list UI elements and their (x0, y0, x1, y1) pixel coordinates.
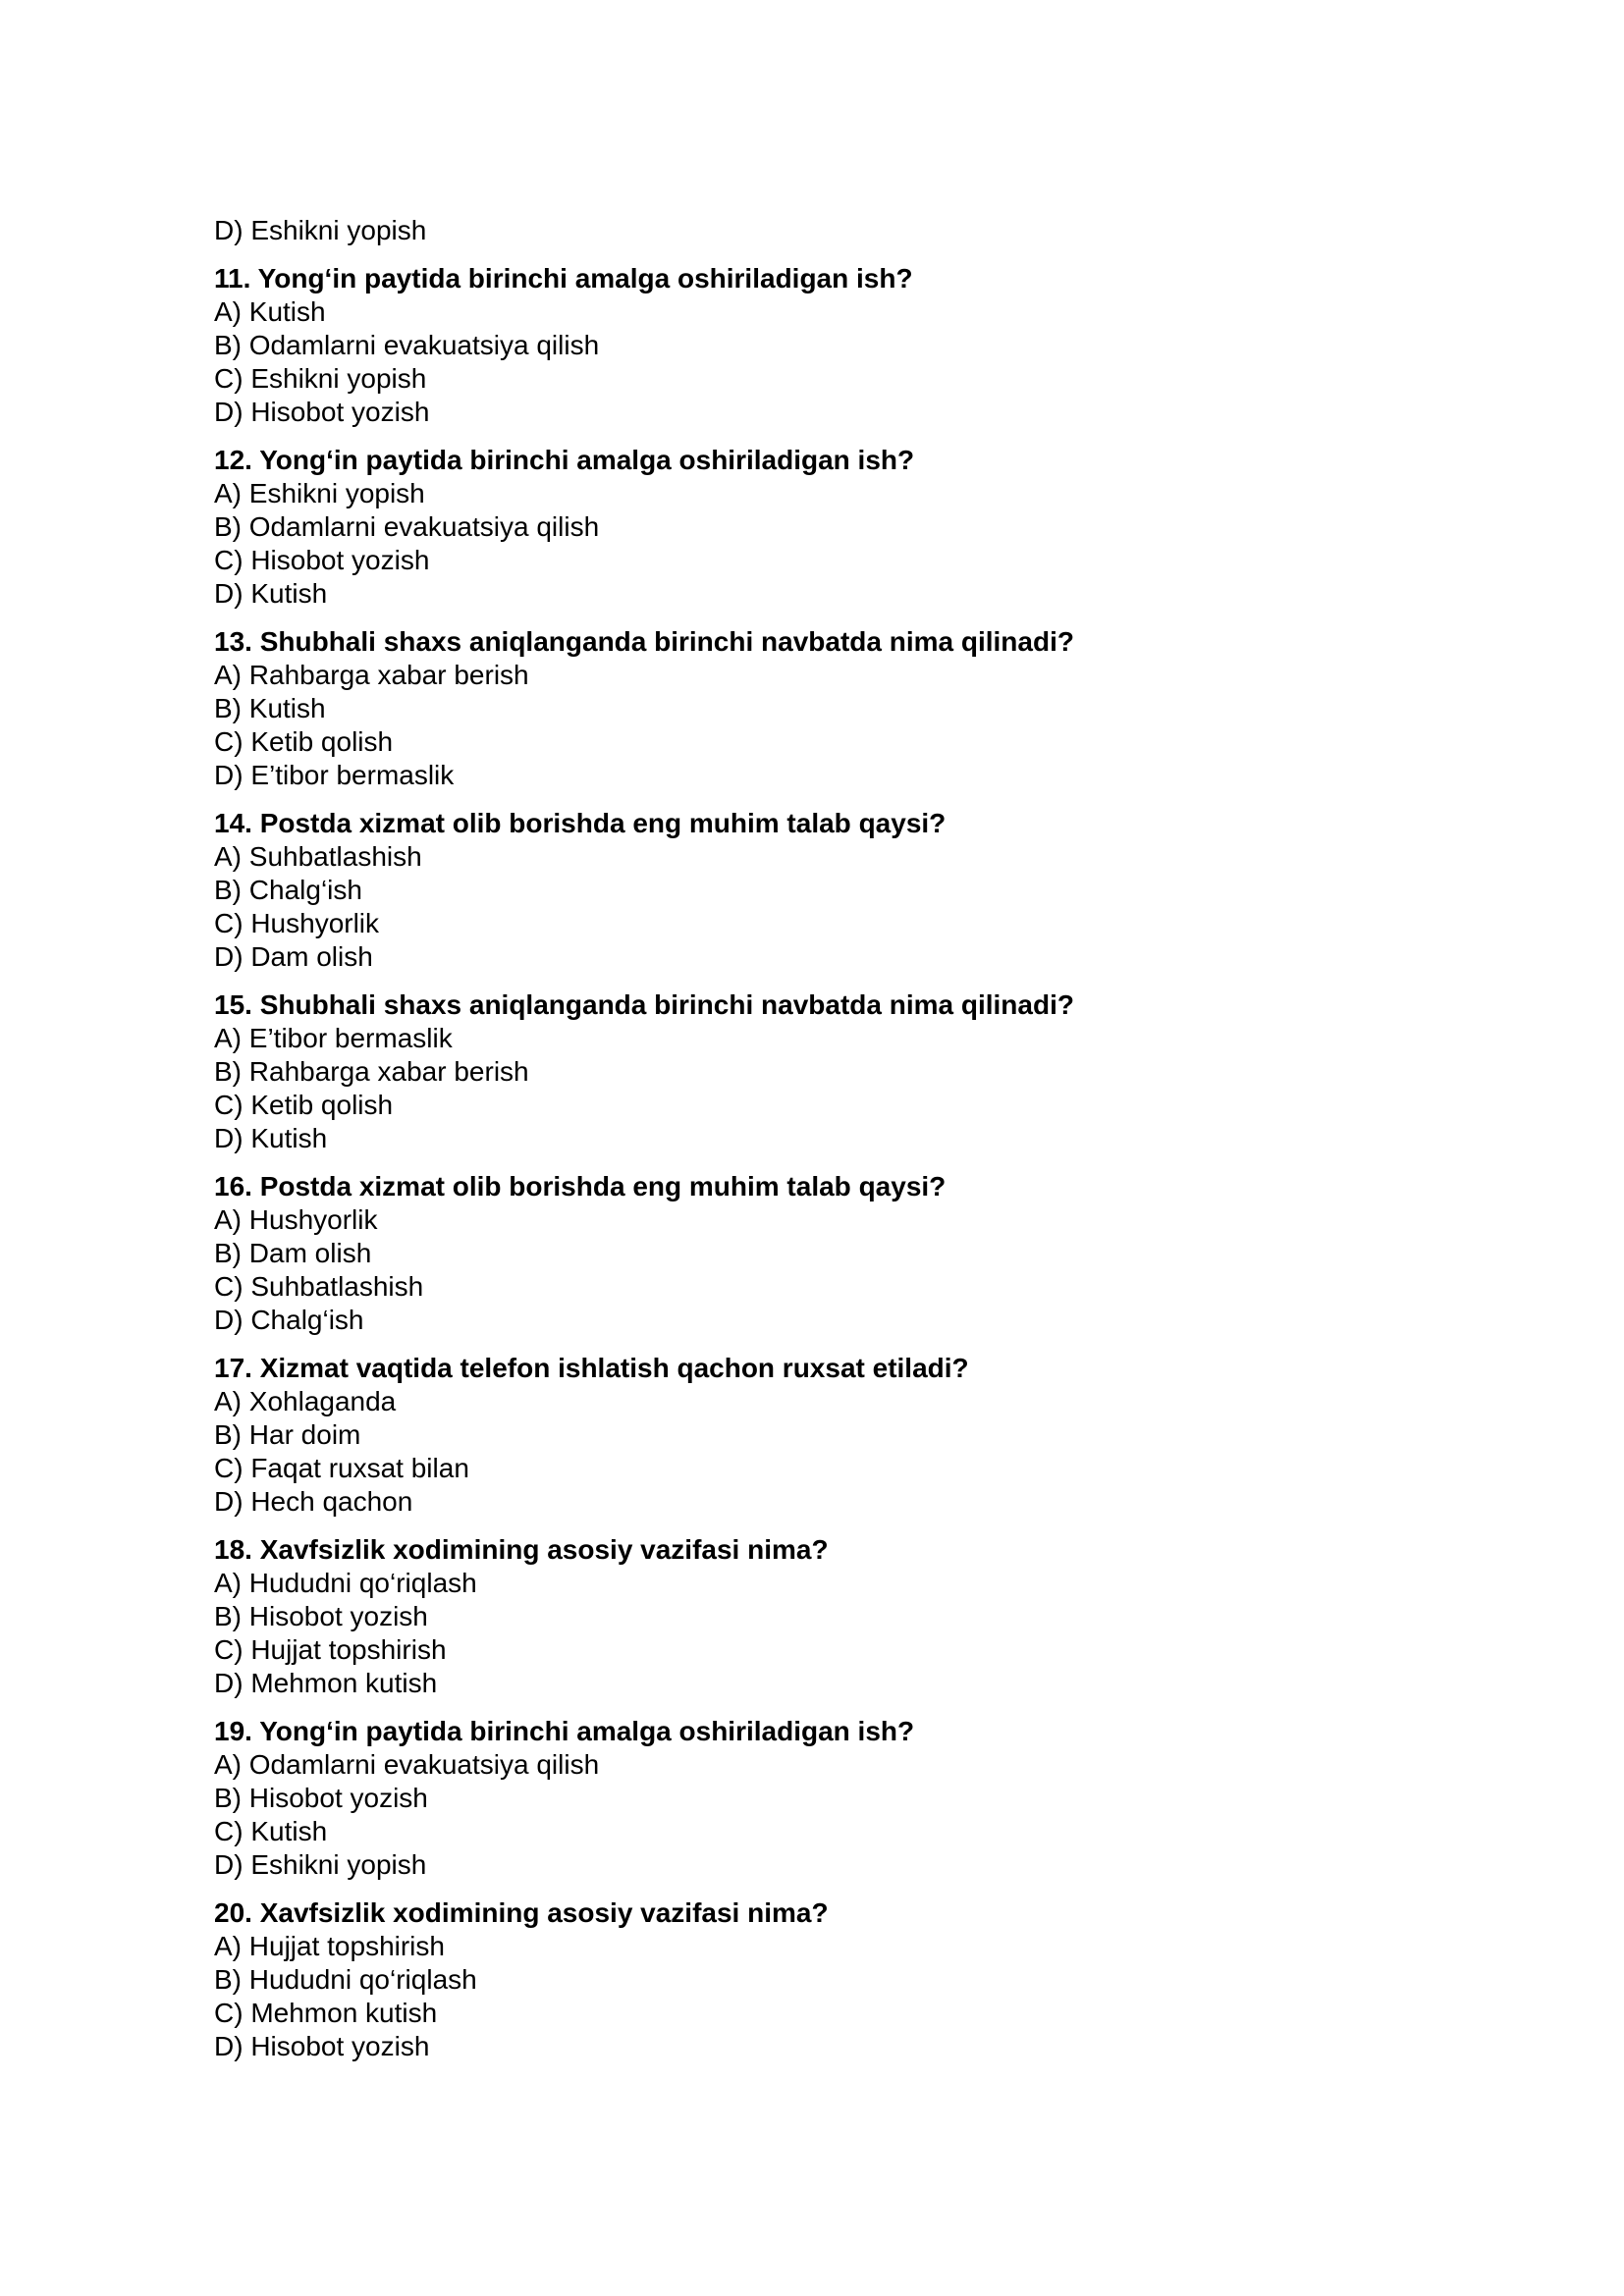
answer-option: C) Ketib qolish (214, 726, 394, 757)
answer-option: D) Mehmon kutish (214, 1668, 438, 1698)
document-page (214, 214, 1412, 2063)
question-title: 18. Xavfsizlik xodimining asosiy vazifasi nima? (214, 1534, 829, 1565)
answer-option: C) Faqat ruxsat bilan (214, 1453, 469, 1483)
question-block (214, 1715, 1412, 1882)
question-title: 20. Xavfsizlik xodimining asosiy vazifasi nima? (214, 1897, 829, 1928)
answer-option: D) Hisobot yozish (214, 397, 430, 427)
answer-option: B) Kutish (214, 693, 326, 723)
question-title: 15. Shubhali shaxs aniqlanganda birinchi navbatda nima qilinadi? (214, 989, 1074, 1020)
answer-option: C) Eshikni yopish (214, 363, 427, 394)
answer-option: A) Suhbatlashish (214, 841, 422, 872)
answer-option: D) Hech qachon (214, 1486, 413, 1517)
answer-option: B) Odamlarni evakuatsiya qilish (214, 511, 600, 542)
answer-option: C) Suhbatlashish (214, 1271, 424, 1302)
question-title: 16. Postda xizmat olib borishda eng muhim talab qaysi? (214, 1171, 947, 1201)
answer-option: B) Rahbarga xabar berish (214, 1056, 529, 1087)
carryover-option: D) Eshikni yopish (214, 215, 427, 245)
answer-option: D) Kutish (214, 1123, 328, 1153)
answer-option: C) Hujjat topshirish (214, 1634, 447, 1665)
answer-option: A) E’tibor bermaslik (214, 1023, 453, 1053)
answer-option: A) Rahbarga xabar berish (214, 660, 529, 690)
answer-option: C) Kutish (214, 1816, 328, 1846)
question-block (214, 262, 1412, 429)
answer-option: B) Hisobot yozish (214, 1783, 428, 1813)
answer-option: C) Ketib qolish (214, 1090, 394, 1120)
answer-option: B) Odamlarni evakuatsiya qilish (214, 330, 600, 360)
question-title: 19. Yong‘in paytida birinchi amalga oshiriladigan ish? (214, 1716, 915, 1746)
answer-option: B) Hududni qo‘riqlash (214, 1964, 477, 1995)
answer-option: D) Chalg‘ish (214, 1305, 364, 1335)
answer-option: A) Xohlaganda (214, 1386, 397, 1416)
question-title: 11. Yong‘in paytida birinchi amalga oshiriladigan ish? (214, 263, 913, 294)
question-block (214, 1533, 1412, 1700)
answer-option: C) Mehmon kutish (214, 1998, 438, 2028)
question-title: 17. Xizmat vaqtida telefon ishlatish qachon ruxsat etiladi? (214, 1353, 969, 1383)
answer-option: A) Hududni qo‘riqlash (214, 1568, 477, 1598)
answer-option: C) Hushyorlik (214, 908, 380, 938)
answer-option: A) Hujjat topshirish (214, 1931, 445, 1961)
question-title: 12. Yong‘in paytida birinchi amalga oshiriladigan ish? (214, 445, 915, 475)
answer-option: B) Chalg‘ish (214, 875, 362, 905)
answer-option: D) Dam olish (214, 941, 373, 972)
answer-option: B) Hisobot yozish (214, 1601, 428, 1631)
answer-option: D) E’tibor bermaslik (214, 760, 455, 790)
question-block (214, 988, 1412, 1155)
answer-option: D) Eshikni yopish (214, 1849, 427, 1880)
answer-option: A) Odamlarni evakuatsiya qilish (214, 1749, 600, 1780)
question-block (214, 1896, 1412, 2063)
answer-option: D) Hisobot yozish (214, 2031, 430, 2061)
question-title: 13. Shubhali shaxs aniqlanganda birinchi navbatda nima qilinadi? (214, 626, 1074, 657)
answer-option: B) Dam olish (214, 1238, 372, 1268)
answer-option: A) Hushyorlik (214, 1204, 378, 1235)
answer-option: D) Kutish (214, 578, 328, 609)
answer-option: A) Eshikni yopish (214, 478, 425, 508)
answer-option: C) Hisobot yozish (214, 545, 430, 575)
question-block (214, 807, 1412, 974)
question-block (214, 625, 1412, 792)
answer-option: A) Kutish (214, 296, 326, 327)
question-block (214, 1170, 1412, 1337)
question-block (214, 1352, 1412, 1519)
question-block (214, 444, 1412, 611)
question-title: 14. Postda xizmat olib borishda eng muhim talab qaysi? (214, 808, 947, 838)
answer-option: B) Har doim (214, 1419, 361, 1450)
